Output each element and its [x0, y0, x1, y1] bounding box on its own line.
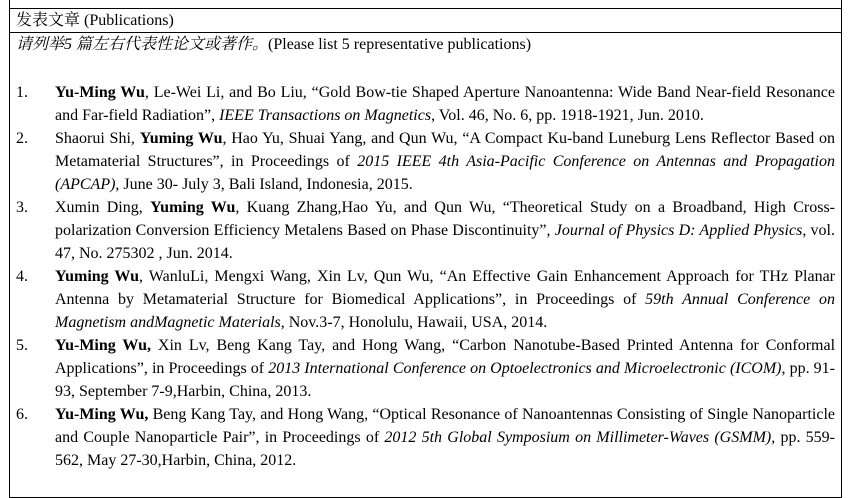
citation-text: , Hao Yu, Shuai Yang, and Qun Wu, “A Compact Ku-band Luneburg Lens Reflector Based on Metamaterial Structures”, in Proceedings of	[55, 130, 835, 170]
publication-citation	[55, 403, 835, 472]
venue-name: 59th Annual Conference on Magnetism andMagnetic Materials	[55, 291, 835, 331]
venue-name: 2012 5th Global Symposium on Millimeter-Waves (GSMM)	[384, 429, 772, 446]
author-highlight: Yuming Wu	[55, 268, 140, 285]
publication-citation	[55, 196, 835, 265]
publication-citation	[55, 127, 835, 196]
header-divider	[9, 32, 841, 33]
author-highlight: Yu-Ming Wu	[55, 84, 145, 101]
publication-item	[16, 81, 836, 127]
citation-text: Xumin Ding,	[55, 199, 151, 216]
publication-item	[16, 403, 836, 472]
publication-item	[16, 196, 836, 265]
citation-text: Shaorui Shi,	[55, 130, 140, 147]
publication-item	[16, 127, 836, 196]
citation-text: , Vol. 46, No. 6, pp. 1918-1921, Jun. 2010.	[431, 107, 704, 124]
table-top-border	[9, 8, 841, 9]
citation-text: , Kuang Zhang,Hao Yu, and Qun Wu, “Theoretical Study on a Broadband, High Cross-polarization Conversion Efficiency Metalens Based on Phase Discontinuity”,	[55, 199, 836, 239]
author-highlight: Yu-Ming Wu,	[55, 337, 151, 354]
citation-text: Beng Kang Tay, and Hong Wang, “Optical Resonance of Nanoantennas Consisting of Single Nanoparticle and Couple Nanoparticle Pair”, in Proceedings of	[55, 406, 836, 446]
venue-name: IEEE Transactions on Magnetics	[219, 107, 432, 124]
citation-text: , pp. 559-562, May 27-30,Harbin, China, 2012.	[55, 429, 836, 469]
citation-text: , June 30- July 3, Bali Island, Indonesia, 2015.	[115, 176, 413, 193]
citation-text: , WanluLi, Mengxi Wang, Xin Lv, Qun Wu, “An Effective Gain Enhancement Approach for THz Planar Antenna by Metamaterial Structure for Biomedical Applications”, in Proceedings of	[55, 268, 835, 308]
venue-name: Journal of Physics D: Applied Physics	[554, 222, 803, 239]
citation-text: , vol. 47, No. 275302 , Jun. 2014.	[55, 222, 836, 262]
publication-item	[16, 334, 836, 403]
author-highlight: Yuming Wu	[150, 199, 236, 216]
citation-text: , Nov.3-7, Honolulu, Hawaii, USA, 2014.	[280, 314, 548, 331]
author-highlight: Yu-Ming Wu,	[55, 406, 149, 423]
publication-citation	[55, 265, 835, 334]
venue-name: 2013 International Conference on Optoelectronics and Microelectronic (ICOM)	[268, 360, 782, 377]
instruction-english: (Please list 5 representative publications)	[268, 36, 532, 53]
publication-item	[16, 265, 836, 334]
publication-number: 4.	[16, 268, 28, 285]
publication-list	[16, 81, 836, 472]
publication-number: 2.	[16, 130, 28, 147]
publication-number: 1.	[16, 84, 28, 101]
publication-number: 6.	[16, 406, 28, 423]
instruction-line	[16, 35, 531, 55]
publication-number: 3.	[16, 199, 28, 216]
author-highlight: Yuming Wu	[139, 130, 223, 147]
section-title: 发表文章 (Publications)	[16, 12, 174, 29]
citation-text: , pp. 91-93, September 7-9,Harbin, China, 2013.	[55, 360, 835, 400]
publication-number: 5.	[16, 337, 28, 354]
publication-citation	[55, 334, 835, 403]
publication-citation	[55, 81, 835, 127]
venue-name: 2015 IEEE 4th Asia-Pacific Conference on Antennas and Propagation (APCAP)	[55, 153, 835, 193]
citation-text: Xin Lv, Beng Kang Tay, and Hong Wang, “Carbon Nanotube-Based Printed Antenna for Conformal Applications”, in Proceedings of	[55, 337, 836, 377]
citation-text: , Le-Wei Li, and Bo Liu, “Gold Bow-tie Shaped Aperture Nanoantenna: Wide Band Near-field Resonance and Far-field Radiation”,	[55, 84, 835, 124]
instruction-chinese: 请列举5 篇左右代表性论文或著作。	[16, 36, 269, 53]
